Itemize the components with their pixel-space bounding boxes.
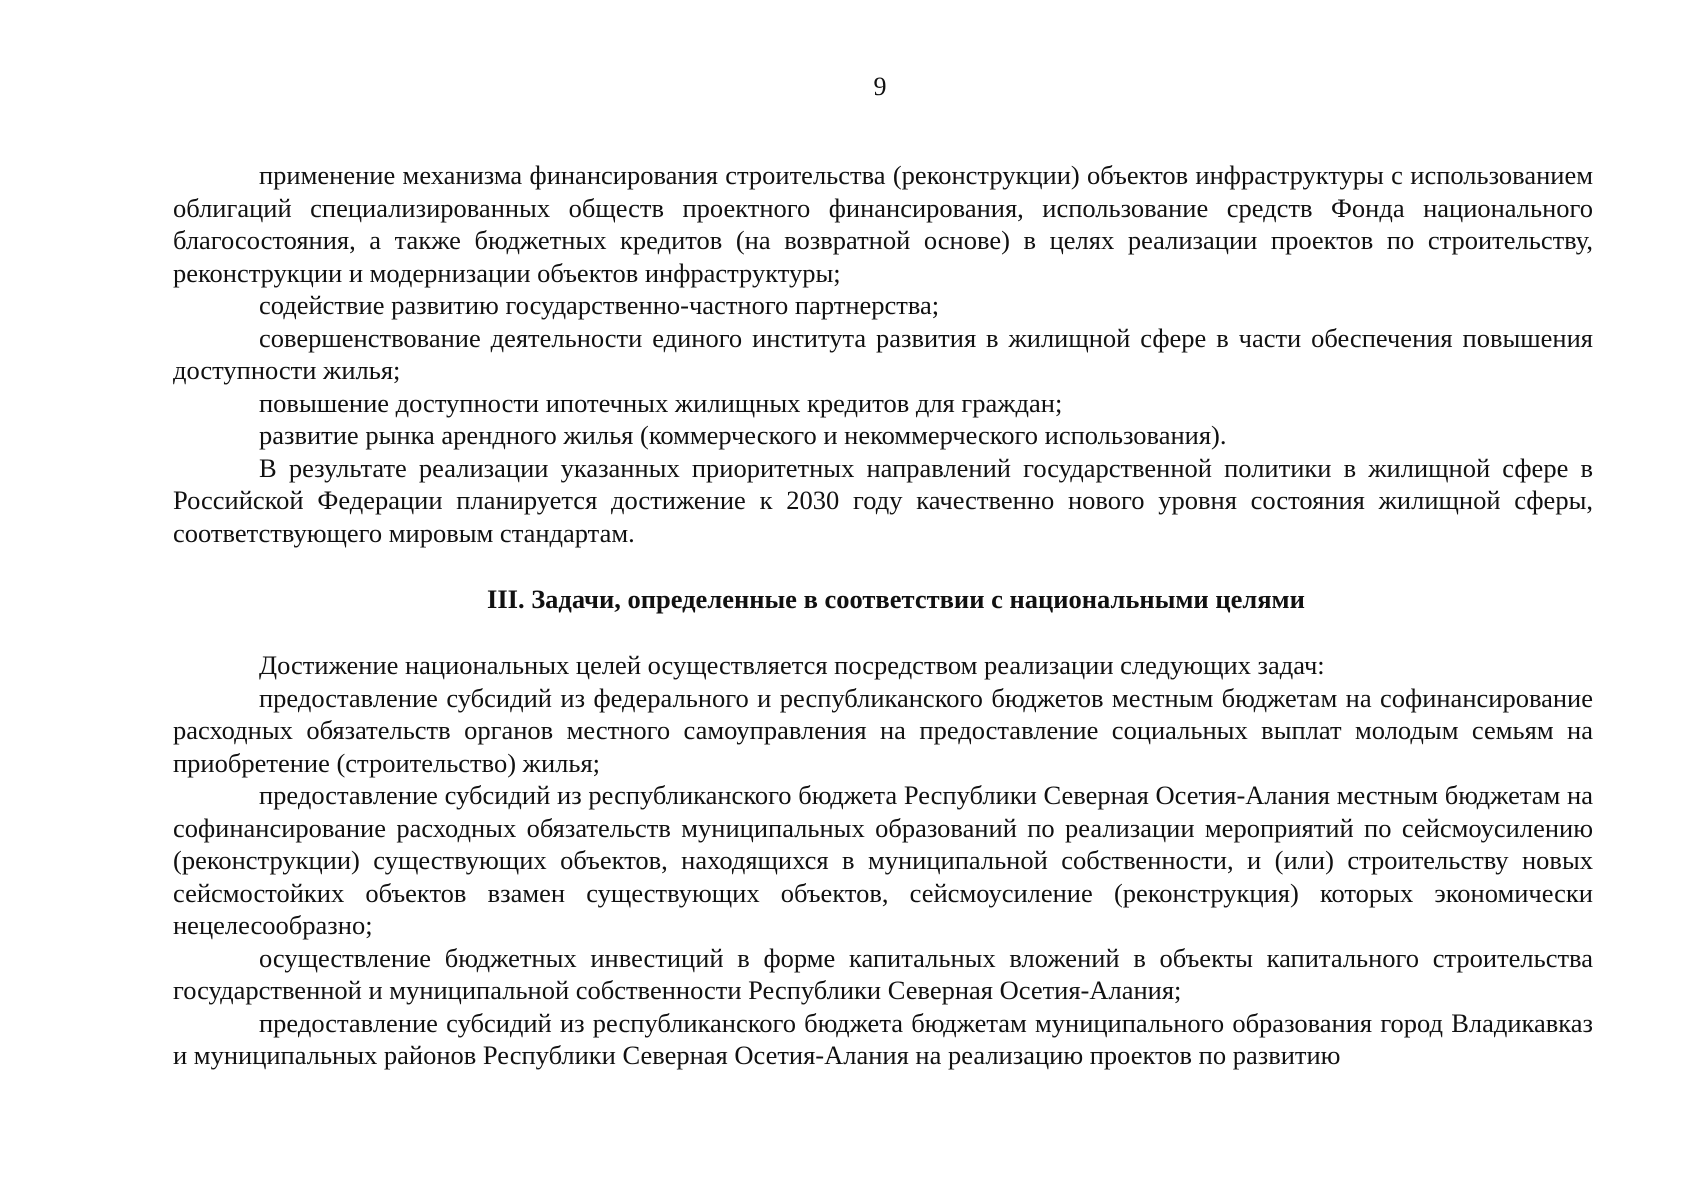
paragraph-rental-housing: развитие рынка арендного жилья (коммерческого и некоммерческого использования). xyxy=(259,420,1227,450)
paragraph-seismic-strengthening: предоставление субсидий из республиканского бюджета Республики Северная Осетия-Алания местным бюджетам на софинансирование расходных обязательств муниципальных образований по реализации мероприятий по сейсмоусилению (реконструкции) существующих объектов, находящихся в муниципальной собственности, и (или) строительству новых сейсмостойких объектов взамен существующих объектов, сейсмоусиление (реконструкция) которых экономически нецелесообразно; xyxy=(173,780,1593,940)
paragraph-municipal-projects: предоставление субсидий из республиканского бюджета бюджетам муниципального образования город Владикавказ и муниципальных районов Республики Северная Осетия-Алания на реализацию проектов по развитию xyxy=(173,1007,1593,1070)
paragraph-development-institute: совершенствование деятельности единого института развития в жилищной сфере в части обеспечения повышения доступности жилья; xyxy=(173,322,1593,385)
paragraph-expected-result: В результате реализации указанных приоритетных направлений государственной политики в жилищной сфере в Российской Федерации планируется достижение к 2030 году качественно нового уровня состояния жилищной сферы, соответствующего мировым стандартам. xyxy=(173,452,1593,548)
paragraph-young-families-subsidies: предоставление субсидий из федерального и республиканского бюджетов местным бюджетам на софинансирование расходных обязательств органов местного самоуправления на предоставление социальных выплат молодым семьям на приобретение (строительство) жилья; xyxy=(173,682,1593,778)
text-block-before-section xyxy=(173,159,1593,549)
paragraph-capital-investments: осуществление бюджетных инвестиций в форме капитальных вложений в объекты капитального строительства государственной и муниципальной собственности Республики Северная Осетия-Алания; xyxy=(173,942,1593,1005)
page-number: 9 xyxy=(873,72,887,101)
paragraph-tasks-intro: Достижение национальных целей осуществляется посредством реализации следующих задач: xyxy=(259,650,1325,680)
paragraph-mortgage-availability: повышение доступности ипотечных жилищных кредитов для граждан; xyxy=(259,387,1063,418)
section-heading: III. Задачи, определенные в соответствии с национальными целями xyxy=(487,584,1305,614)
paragraph-infrastructure-financing: применение механизма финансирования строительства (реконструкции) объектов инфраструктуры с использованием облигаций специализированных обществ проектного финансирования, использование средств Фонда национального благосостояния, а также бюджетных кредитов (на возвратной основе) в целях реализации проектов по строительству, реконструкции и модернизации объектов инфраструктуры; xyxy=(173,160,1593,288)
paragraph-public-private-partnership: содействие развитию государственно-частного партнерства; xyxy=(259,290,940,320)
text-block-after-section xyxy=(173,649,1593,1072)
